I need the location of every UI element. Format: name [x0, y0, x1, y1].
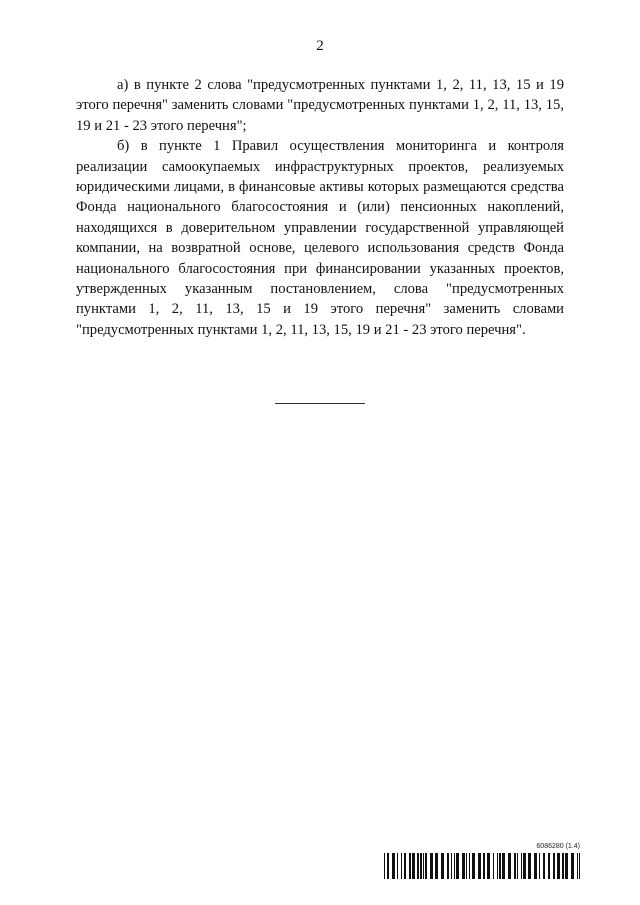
document-body: [76, 75, 564, 340]
barcode-icon: [384, 853, 580, 879]
paragraph-b: б) в пункте 1 Правил осуществления мониторинга и контроля реализации самоокупаемых инфраструктурных проектов, реализуемых юридическими лицами, в финансовые активы которых размещаются средства Фонда национального благосостояния и (или) пенсионных накоплений, находящихся в доверительном управлении государственной управляющей компании, на возвратной основе, целевого использования средств Фонда национального благосостояния при финансировании указанных проектов, утвержденных указанным постановлением, слова "предусмотренных пунктами 1, 2, 11, 13, 15 и 19 этого перечня" заменить словами "предусмотренных пунктами 1, 2, 11, 13, 15, 19 и 21 - 23 этого перечня".: [76, 138, 564, 338]
end-separator-line: [275, 403, 365, 404]
barcode-block: [384, 842, 580, 882]
barcode-code: 6086280 (1.4): [536, 843, 580, 850]
paragraph-a: а) в пункте 2 слова "предусмотренных пунктами 1, 2, 11, 13, 15 и 19 этого перечня" заменить словами "предусмотренных пунктами 1, 2, 11, 13, 15, 19 и 21 - 23 этого перечня";: [76, 77, 564, 134]
page-number: 2: [316, 38, 324, 54]
